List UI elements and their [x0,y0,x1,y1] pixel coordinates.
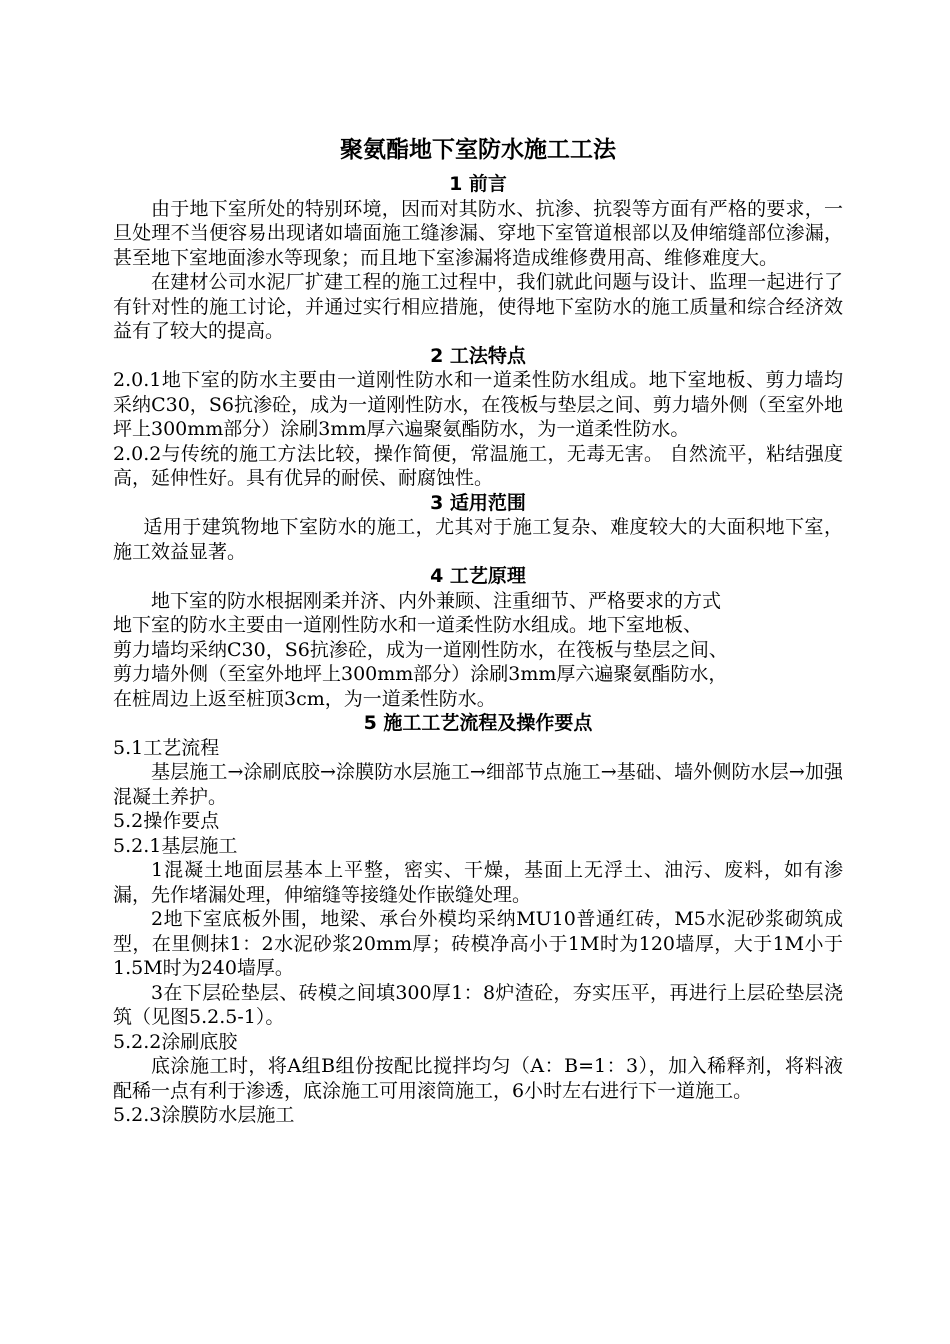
paragraph: 2地下室底板外围，地梁、承台外模均采纳MU10普通红砖，M5水泥砂浆砌筑成型，在里侧抹1：2水泥砂浆20mm厚；砖模净高小于1M时为120墙厚，大于1M小于1.5M时为240墙厚。 [113,908,843,979]
document-page [113,128,843,1128]
subsection-heading: 5.2.1基层施工 [113,834,238,857]
text-line: 在桩周边上返至桩顶3cm，为一道柔性防水。 [113,687,496,710]
subsection-heading: 5.2.2涂刷底胶 [113,1030,238,1053]
text-line: 剪力墙均采纳C30，S6抗渗砼，成为一道刚性防水，在筏板与垫层之间、 [113,638,728,661]
text-line: 地下室的防水根据刚柔并济、内外兼顾、注重细节、严格要求的方式 [151,589,722,612]
text-line: 剪力墙外侧（至室外地坪上300mm部分）涂刷3mm厚六遍聚氨酯防水， [113,663,728,685]
subsection-heading: 5.2操作要点 [113,810,220,832]
subsection-heading: 5.1工艺流程 [113,736,220,759]
text-line: 地下室的防水主要由一道刚性防水和一道柔性防水组成。地下室地板、 [113,614,703,636]
paragraph: 1混凝土地面层基本上平整，密实、干燥，基面上无浮土、油污、废料，如有渗漏，先作堵漏处理，伸缩缝等接缝处作嵌缝处理。 [113,859,843,906]
section-heading-principle: 4 工艺原理 [430,565,526,587]
paragraph: 基层施工→涂刷底胶→涂膜防水层施工→细部节点施工→基础、墙外侧防水层→加强混凝土养护。 [113,761,843,808]
document-title: 聚氨酯地下室防水施工工法 [340,137,616,163]
paragraph: 底涂施工时，将A组B组份按配比搅拌均匀（A：B=1：3），加入稀释剂，将料液配稀一点有利于渗透，底涂施工可用滚筒施工，6小时左右进行下一道施工。 [113,1055,843,1102]
section-heading-scope: 3 适用范围 [430,491,526,514]
subsection-heading: 5.2.3涂膜防水层施工 [113,1104,295,1126]
paragraph: 3在下层砼垫层、砖模之间填300厚1：8炉渣砼，夯实压平，再进行上层砼垫层浇筑（见图5.2.5-1）。 [113,981,843,1028]
section-heading-process: 5 施工工艺流程及操作要点 [363,712,593,734]
section-heading-features: 2 工法特点 [430,344,526,367]
paragraph: 在建材公司水泥厂扩建工程的施工过程中，我们就此问题与设计、监理一起进行了有针对性的施工讨论，并通过实行相应措施，使得地下室防水的施工质量和综合经济效益有了较大的提高。 [113,271,843,342]
section-heading-preface: 1 前言 [449,173,507,195]
paragraph: 由于地下室所处的特别环境，因而对其防水、抗渗、抗裂等方面有严格的要求，一旦处理不当便容易出现诸如墙面施工缝渗漏、穿地下室管道根部以及伸缩缝部位渗漏，甚至地下室地面渗水等现象；而且地下室渗漏将造成维修费用高、维修难度大。 [113,197,843,269]
paragraph: 2.0.2与传统的施工方法比较，操作简便，常温施工，无毒无害。 自然流平，粘结强度高，延伸性好。具有优异的耐侯、耐腐蚀性。 [113,442,843,489]
paragraph: 2.0.1地下室的防水主要由一道刚性防水和一道柔性防水组成。地下室地板、剪力墙均采纳C30，S6抗渗砼，成为一道刚性防水，在筏板与垫层之间、剪力墙外侧（至室外地坪上300mm部分）涂刷3mm厚六遍聚氨酯防水，为一道柔性防水。 [113,369,843,440]
paragraph: 适用于建筑物地下室防水的施工，尤其对于施工复杂、难度较大的大面积地下室，施工效益显著。 [113,516,843,563]
